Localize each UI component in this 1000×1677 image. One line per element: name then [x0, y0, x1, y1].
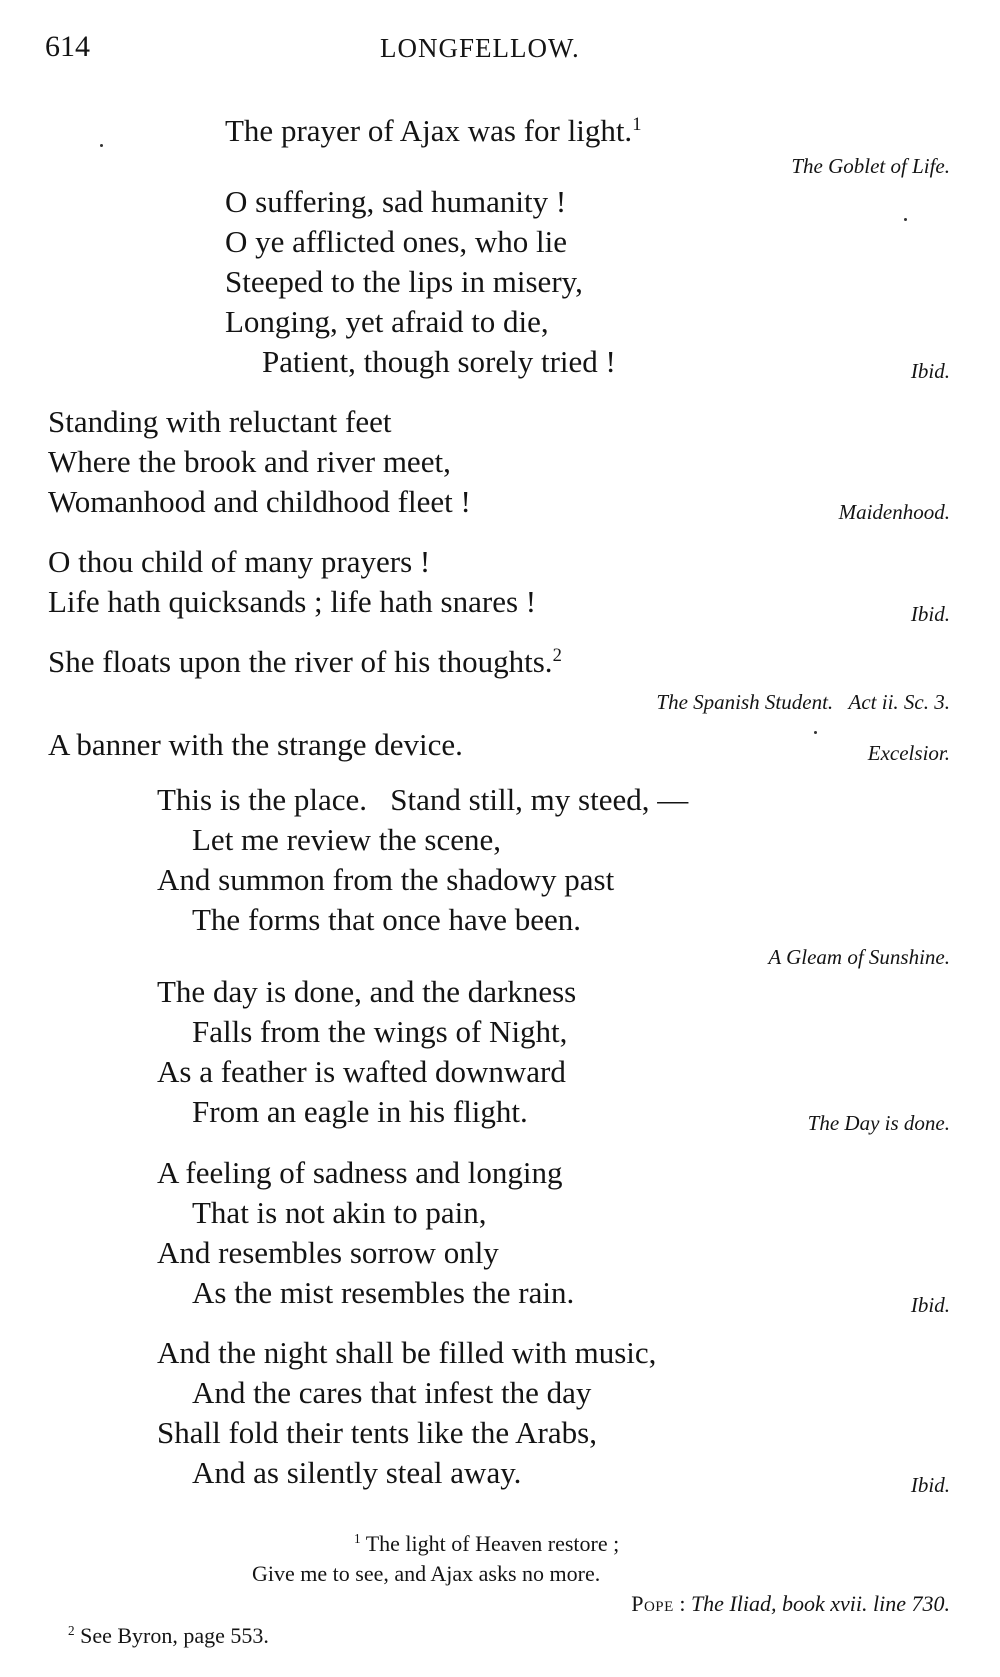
verse-line: Womanhood and childhood fleet ! — [48, 484, 471, 519]
verse-line: Let me review the scene, — [192, 822, 501, 857]
verse-line: The prayer of Ajax was for light.$^1$ — [225, 113, 642, 148]
citation: The Goblet of Life. — [791, 154, 950, 178]
verse-line: And as silently steal away. — [192, 1455, 522, 1490]
verse-line: O suffering, sad humanity ! — [225, 184, 567, 219]
verse-line: As the mist resembles the rain. — [192, 1275, 575, 1310]
footnote-1-line-1: $^1$ The light of Heaven restore ; — [354, 1531, 620, 1556]
verse-line: This is the place. Stand still, my steed, — — [157, 782, 689, 817]
verse-line: Standing with reluctant feet — [48, 404, 392, 439]
verse-line: Where the brook and river meet, — [48, 444, 451, 479]
citation: Ibid. — [910, 1293, 950, 1317]
citation: Excelsior. — [867, 741, 950, 765]
footnote-author: Pope — [631, 1591, 674, 1616]
citation: Ibid. — [910, 602, 950, 626]
verse-line: A banner with the strange device. — [48, 727, 463, 762]
page-number: 614 — [45, 30, 90, 63]
print-speck — [100, 144, 103, 147]
citation: A Gleam of Sunshine. — [768, 945, 950, 969]
verse-line: And summon from the shadowy past — [157, 862, 615, 897]
verse-line: Longing, yet afraid to die, — [225, 304, 549, 339]
verse-line: And resembles sorrow only — [157, 1235, 499, 1270]
running-title: LONGFELLOW. — [380, 33, 580, 63]
verse-line: And the night shall be filled with music, — [157, 1335, 657, 1370]
verse-line: From an eagle in his flight. — [192, 1094, 528, 1129]
footnote-1-line-2: Give me to see, and Ajax asks no more. — [252, 1561, 601, 1586]
verse-line: O ye afflicted ones, who lie — [225, 224, 568, 259]
verse-line: As a feather is wafted downward — [157, 1054, 566, 1089]
verse-line: A feeling of sadness and longing — [157, 1155, 563, 1190]
print-speck — [814, 731, 817, 734]
citation: The Day is done. — [807, 1111, 950, 1135]
citation: Ibid. — [910, 359, 950, 383]
citation: Ibid. — [910, 1473, 950, 1497]
verse-line: The day is done, and the darkness — [157, 974, 577, 1009]
citation: The Spanish Student. Act ii. Sc. 3. — [656, 690, 950, 714]
verse-line: That is not akin to pain, — [192, 1195, 487, 1230]
citation: Maidenhood. — [838, 500, 950, 524]
verse-line: Patient, though sorely tried ! — [262, 344, 616, 379]
verse-line: Steeped to the lips in misery, — [225, 264, 583, 299]
verse-line: And the cares that infest the day — [192, 1375, 592, 1410]
footnote-ref[interactable]: 1 — [632, 113, 642, 135]
footnote-2: $^2$ See Byron, page 553. — [68, 1623, 269, 1648]
verse-line: Shall fold their tents like the Arabs, — [157, 1415, 597, 1450]
print-speck — [904, 218, 907, 221]
verse-line: Falls from the wings of Night, — [192, 1014, 568, 1049]
verse-line: Life hath quicksands ; life hath snares ! — [48, 584, 537, 619]
verse-line: O thou child of many prayers ! — [48, 544, 431, 579]
verse-line: She floats upon the river of his thoughts.$^2$ — [48, 644, 562, 679]
footnote-1-attribution: Pope : The Iliad, book xvii. line 730. — [631, 1591, 950, 1616]
verse-line: The forms that once have been. — [192, 902, 582, 937]
footnote-ref[interactable]: 2 — [552, 644, 562, 666]
footnote-source: The Iliad, book xvii. line 730. — [690, 1591, 950, 1616]
